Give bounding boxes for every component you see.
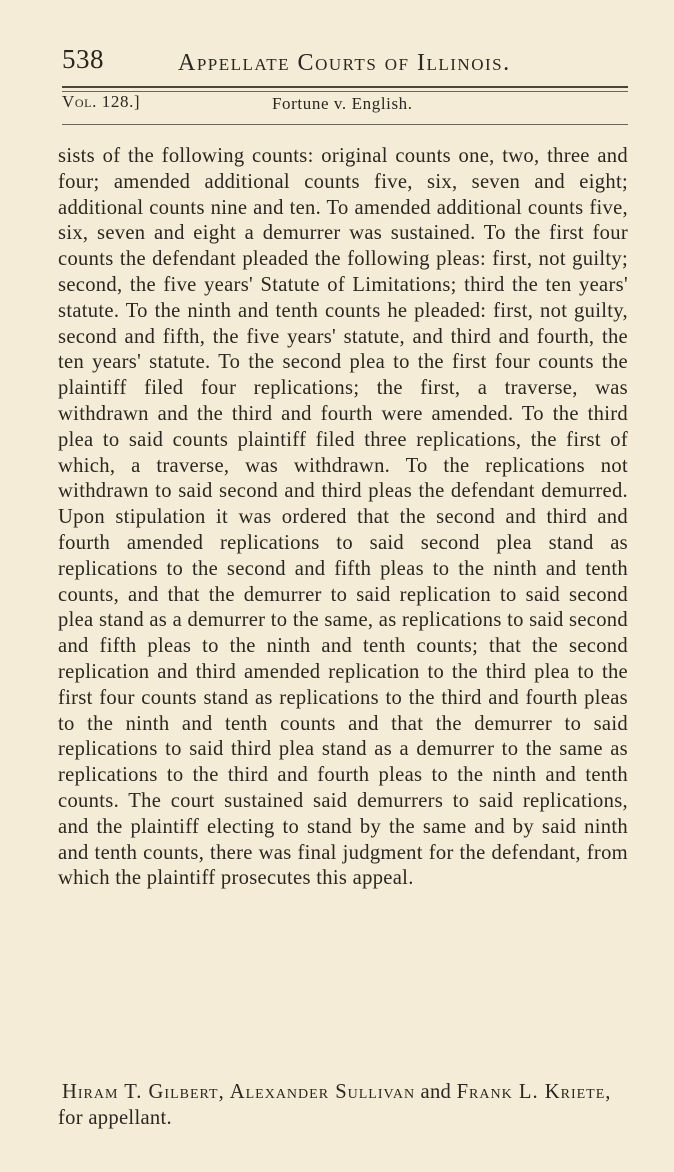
body-paragraph: sists of the following counts: original counts one, two, three and four; amended additional counts five, six, seven and eight; additional counts nine and ten. To amended additional counts five, six, seven and eight a demurrer was sustained. To the first four counts the defendant pleaded the following pleas: first, not guilty; second, the five years' Statute of Limitations; third the ten years' statute. To the ninth and tenth counts he pleaded: first, not guilty, second and fifth, the five years' statute, and third and fourth, the ten years' statute. To the second plea to the first four counts the plaintiff filed four replications; the first, a traverse, was withdrawn and the third and fourth were amended. To the third plea to said counts plaintiff filed three replications, the first of which, a traverse, was withdrawn. To the replications not withdrawn to said second and third pleas the defendant demurred. Upon stipulation it was ordered that the second and third and fourth amended replications to said second plea stand as replications to the second and fifth pleas to the ninth and tenth counts, and that the demurrer to said replication to said second plea stand as a demurrer to the same, as replications to said second and fifth pleas to the ninth and tenth counts; that the second replication and third amended replication to the third plea to the first four counts stand as replications to the third and fourth pleas to the ninth and tenth counts and that the demurrer to said replications to said third plea stand as a demurrer to the same as replications to the third and fourth pleas to the ninth and tenth counts. The court sustained said demurrers to said replications, and the plaintiff electing to stand by the same and by said ninth and tenth counts, there was final judgment for the defendant, from which the plaintiff prosecutes this appeal.: [58, 145, 628, 890]
volume-label: Vol. 128.]: [62, 92, 141, 111]
header-rule: [62, 86, 628, 88]
counsel-line: [58, 1080, 628, 1132]
counsel-names-2: Frank L. Kriete: [456, 1081, 606, 1103]
subheader-rule: [62, 124, 628, 125]
counsel-names: Hiram T. Gilbert, Alexander Sullivan: [62, 1081, 416, 1103]
header-rule-thin: [62, 91, 628, 92]
page-number: 538: [62, 44, 104, 74]
case-title: Fortune v. English.: [272, 94, 413, 113]
counsel-role: , for appellant.: [58, 1081, 611, 1129]
counsel-and: and: [415, 1081, 457, 1103]
running-head: Appellate Courts of Illinois.: [178, 50, 511, 76]
